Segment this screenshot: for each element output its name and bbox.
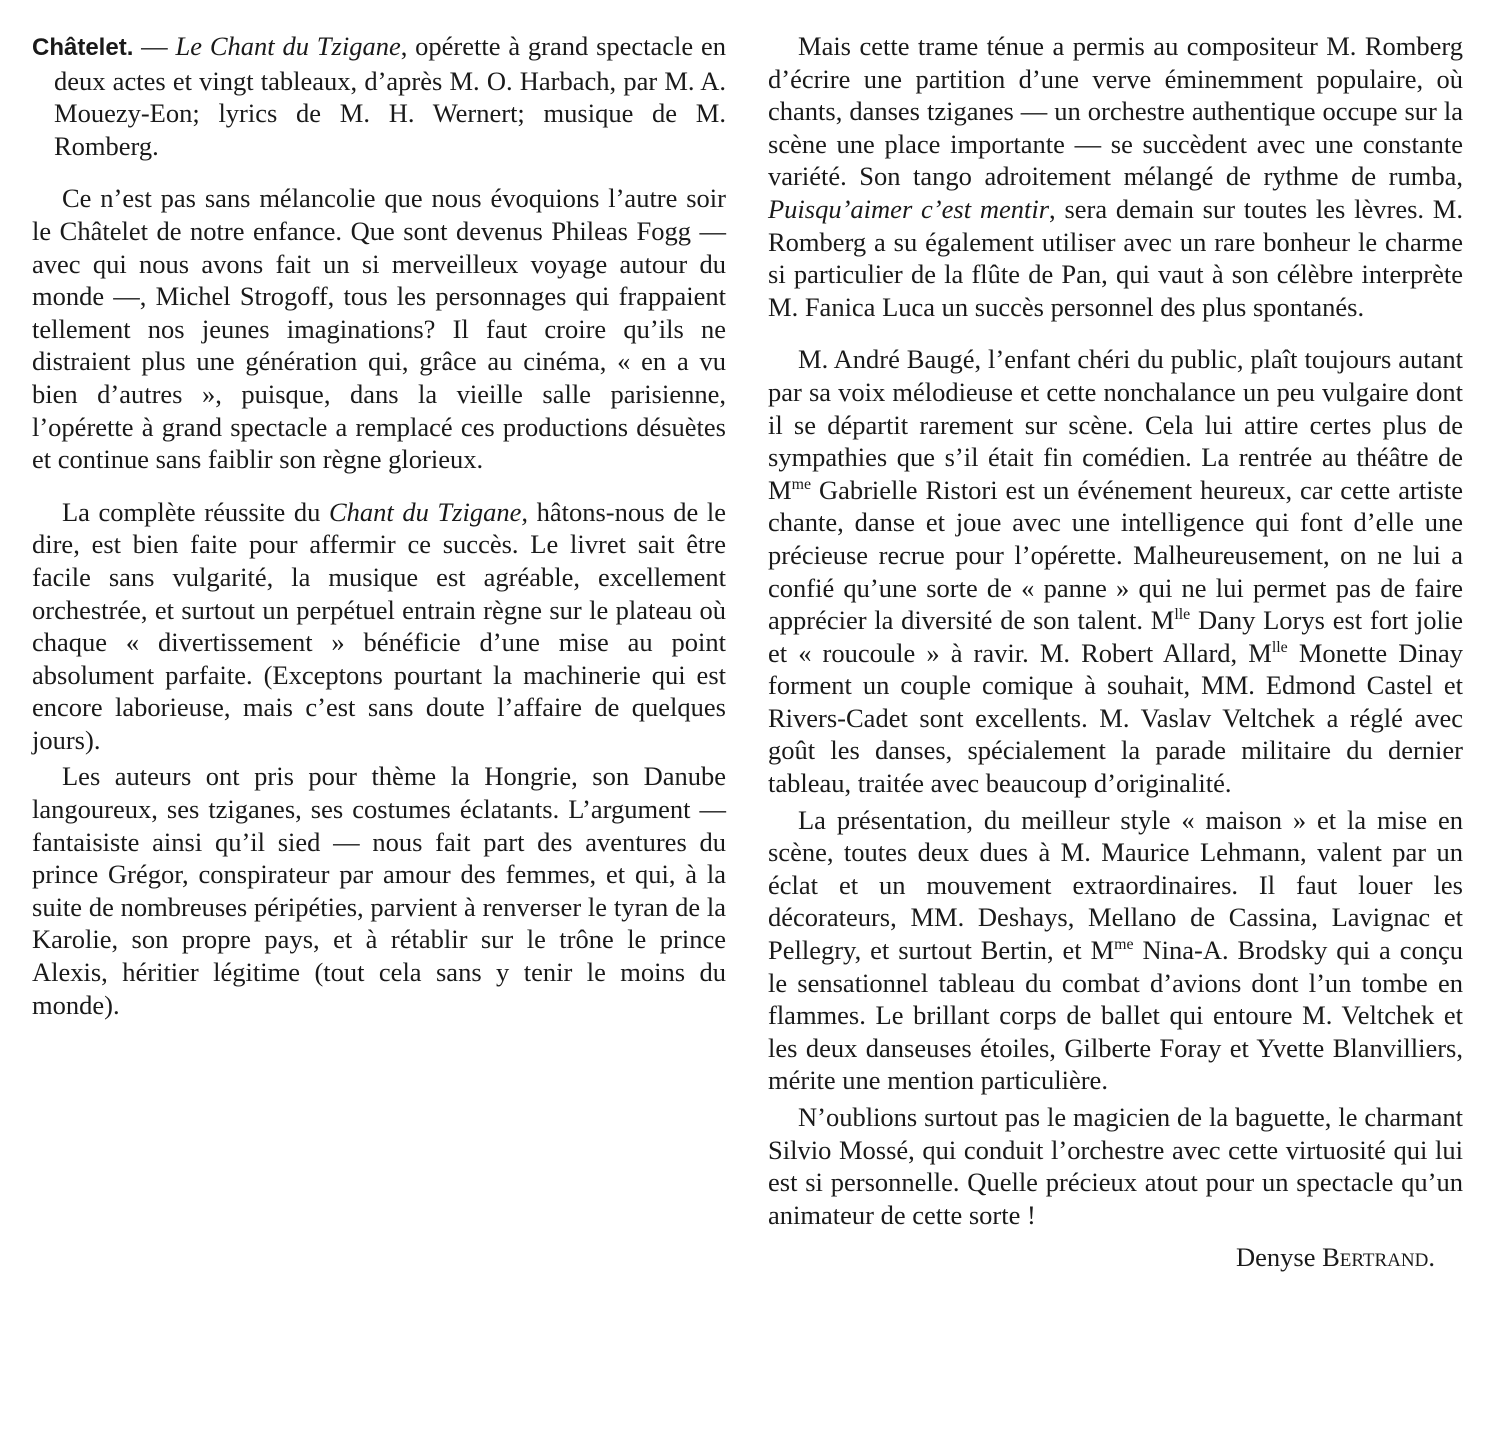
paragraph-text: M. André Baugé, l’enfant chéri du public, plaît toujours autant par sa voix mélodieuse et cette nonchalance un peu vulgaire dont il se départit rarement sur scène. Cela lui attire certes plus de sympathies que s’il était fin comédien. La rentrée au théâtre de M	[768, 344, 1463, 505]
paragraph-text: Dany Lorys est fort jolie et « roucoule » à ravir. M. Robert Allard, M	[768, 605, 1463, 668]
paragraph-text: Nina-A. Brodsky qui a conçu le sensationnel tableau du combat d’avions dont l’un tombe en flammes. Le brillant corps de ballet qui entoure M. Veltchek et les deux danseuses étoiles, Gilberte Foray et Yvette Blanvilliers, mérite une mention particulière.	[768, 935, 1463, 1096]
paragraph-text: Monette Dinay forment un couple comique à souhait, MM. Edmond Castel et Rivers-Cadet sont excellents. M. Vaslav Veltchek a réglé avec goût les danses, spécialement la parade militaire du dernier tableau, traitée avec beaucoup d’originalité.	[768, 637, 1463, 799]
left-column	[32, 30, 726, 1021]
paragraph-conductor: N’oublions surtout pas le magicien de la baguette, le charmant Silvio Mossé, qui conduit l’orchestre avec cette virtuosité qui lui est si personnelle. Quelle précieux atout pour un spectacle qu’un animateur de cette sorte !	[768, 1102, 1463, 1230]
paragraph-intro: Ce n’est pas sans mélancolie que nous évoquions l’autre soir le Châtelet de notre enfance. Que sont devenus Phileas Fogg — avec qui nous avons fait un si merveilleux voyage autour du monde —, Michel Strogoff, tous les personnages qui frappaient tellement nos jeunes imaginations? Il faut croire qu’ils ne distraient plus une génération qui, grâce au cinéma, « en a vu bien d’autres », puisque, dans la vieille salle parisienne, l’opérette à grand spectacle a remplacé ces productions désuètes et continue sans faiblir son règne glorieux.	[32, 183, 726, 475]
paragraph-text: hâtons-nous de le dire, est bien faite pour affermir ce succès. Le livret sait être facile sans vulgarité, la musique est agréable, excellement orchestrée, et surtout un perpétuel entrain règne sur le plateau où chaque « divertissement » bénéficie d’une mise au point absolument parfaite. (Exceptons pourtant la machinerie qui est encore laborieuse, mais c’est sans doute l’affaire de quelques jours).	[32, 496, 726, 755]
paragraph-text: La présentation, du meilleur style « maison » et la mise en scène, toutes deux dues à M. Maurice Lehmann, valent par un éclat et un mouvement extraordinaires. Il faut louer les décorateurs, MM. Deshays, Mellano de Cassina, Lavignac et Pellegry, et surtout Bertin, et M	[768, 804, 1463, 966]
paragraph-text: La complète réussite du	[62, 496, 329, 527]
heading-dash: —	[133, 31, 176, 61]
title-abbrev: me	[791, 475, 811, 493]
show-title-inline: Chant du Tzigane,	[328, 496, 528, 527]
paragraph-staging	[768, 804, 1463, 1097]
paragraph-cast	[768, 343, 1463, 799]
paragraph-text: , sera demain sur toutes les lèvres. M. Romberg a su également utiliser avec un rare bonheur le charme si particulier de la flûte de Pan, qui vaut à son célèbre interprète M. Fanica Luca un succès personnel des plus spontanés.	[768, 193, 1464, 322]
paragraph-plot: Les auteurs ont pris pour thème la Hongrie, son Danube langoureux, ses tziganes, ses costumes éclatants. L’argument — fantaisiste ainsi qu’il sied — nous fait part des aventures du prince Grégor, conspirateur par amour des femmes, et qui, à la suite de nombreuses péripéties, parvient à renverser le tyran de la Karolie, son propre pays, et à rétablir sur le trône le prince Alexis, héritier légitime (tout cela sans y tenir le moins du monde).	[32, 761, 726, 1020]
show-title: Le Chant du Tzigane	[175, 31, 401, 61]
title-abbrev: lle	[1174, 606, 1191, 624]
title-abbrev: lle	[1271, 638, 1288, 656]
title-abbrev: me	[1114, 936, 1134, 954]
author-signature	[768, 1241, 1463, 1274]
song-title: Puisqu’aimer c’est mentir	[768, 193, 1050, 224]
review-heading	[32, 30, 726, 162]
heading-credits: , opérette à grand spectacle en deux actes et vingt tableaux, d’après M. O. Harbach, par M. A. Mouezy-Eon; lyrics de M. H. Wernert; musique de M. Romberg.	[54, 31, 727, 161]
paragraph-text: Mais cette trame ténue a permis au compositeur M. Romberg d’écrire une partition d’une verve éminemment populaire, où chants, danses tziganes — un orchestre authentique occupe sur la scène une place importante — se succèdent avec une constante variété. Son tango adroitement mélangé de rythme de rumba,	[768, 31, 1463, 192]
paragraph-music	[768, 30, 1463, 323]
right-column	[768, 30, 1463, 1274]
author-last-name: Bertrand.	[1322, 1242, 1435, 1273]
venue-name: Châtelet.	[32, 34, 134, 61]
paragraph-text: Gabrielle Ristori est un événement heureux, car cette artiste chante, danse et joue avec une intelligence qui font d’elle une précieuse recrue pour l’opérette. Malheureusement, on ne lui a confié qu’une sorte de « panne » qui ne lui permet pas de faire apprécier la diversité de son talent. M	[768, 474, 1463, 636]
paragraph-success	[32, 496, 726, 757]
author-first-name: Denyse	[1236, 1242, 1316, 1273]
